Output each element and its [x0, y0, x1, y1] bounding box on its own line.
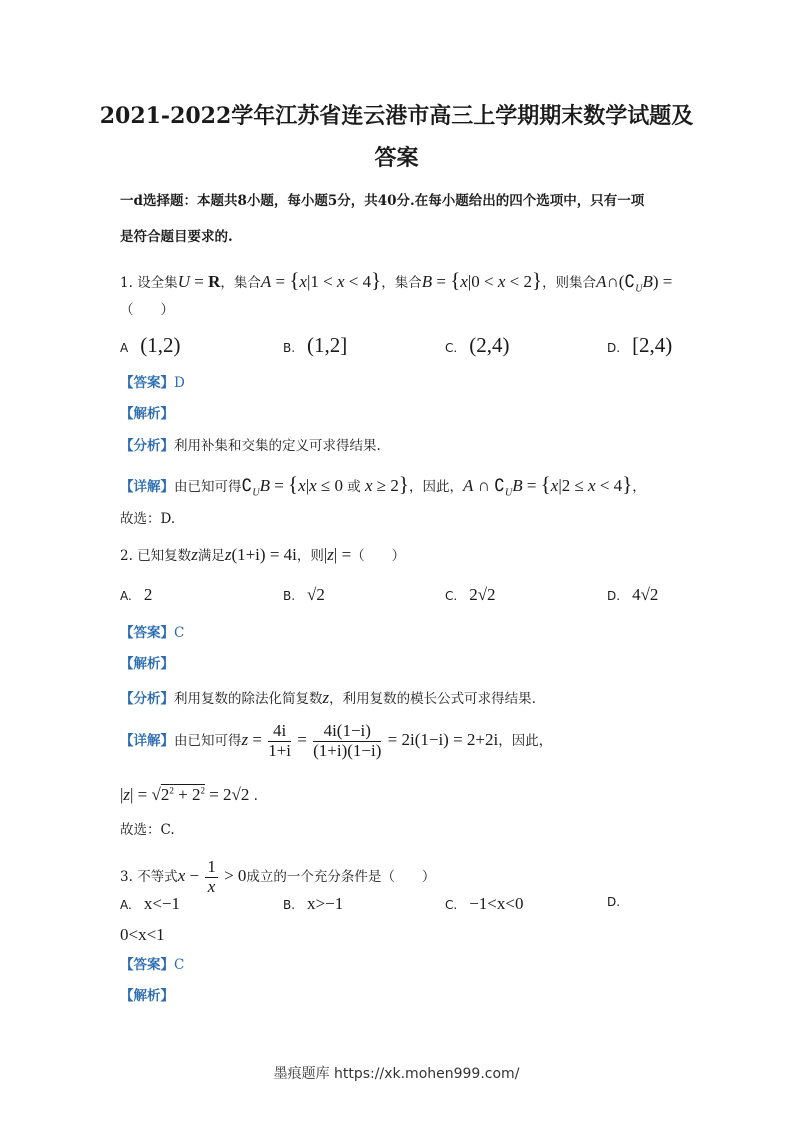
option-a: A. x<−1 — [120, 894, 180, 913]
option-d-label: D. — [607, 895, 621, 909]
analysis-tag: 【解析】 — [120, 406, 174, 422]
question-number: 1. — [120, 275, 133, 291]
option-b: B. (1,2] — [283, 333, 348, 357]
choose-line: 故选：C. — [120, 822, 175, 838]
page-title-continued: 答案 — [374, 145, 419, 171]
option-d: D. 4√2 — [607, 585, 659, 604]
answer-line: 【答案】C — [120, 625, 185, 641]
option-c: C. 2√2 — [445, 585, 496, 604]
option-c: C. −1<x<0 — [445, 894, 524, 913]
option-b: B. √2 — [283, 585, 325, 604]
section-heading-continued: 是符合题目要求的. — [120, 229, 233, 245]
question-1: 1. 设全集U = R，集合A = {x|1 < x < 4}，集合B = {x|0 < x < 2}，则集合$A\cap(∁_UB)$ = — [120, 268, 673, 295]
answer-line: 【答案】C — [120, 957, 185, 973]
modulus-line: $|z| = √2^2 + 2^2 = 2√2$ . — [120, 785, 258, 804]
option-c: C. (2,4) — [445, 333, 510, 357]
page-title: 2021-2022学年江苏省连云港市高三上学期期末数学试题及 — [99, 103, 694, 129]
option-a: A. 2 — [120, 585, 153, 604]
option-d: D. [2,4) — [607, 333, 673, 357]
fenxi-line: 【分析】利用补集和交集的定义可求得结果. — [120, 438, 381, 454]
fenxi-line: 【分析】利用复数的除法化简复数z，利用复数的模长公式可求得结果. — [120, 688, 536, 707]
footer-watermark: 墨痕题库 https://xk.mohen999.com/ — [273, 1066, 520, 1082]
question-number: 3. — [120, 869, 133, 886]
detail-line: 【详解】由已知可得$∁_UB = \{x|x \le 0$ 或 x ≥ 2}，因此，A ∩ $∁_UB = \{x|2 \le x < 4\}$， — [120, 472, 646, 499]
option-d-value: 0<x<1 — [120, 925, 165, 944]
answer-line: 【答案】D — [120, 375, 185, 391]
question-number: 2. — [120, 548, 133, 564]
choose-line: 故选：D. — [120, 511, 176, 527]
analysis-tag: 【解析】 — [120, 656, 174, 672]
detail-line: 【详解】由已知可得z = $\frac{4i}{1+i}$ = $\frac{4i(1-i)}{(1+i)(1-i)}$ = 2i(1−i) = 2+2i，因此， — [120, 721, 553, 760]
question-3: 3. 不等式x − $\frac{1}{x}$ > 0成立的一个充分条件是（ ） — [120, 857, 436, 896]
option-a: A (1,2) — [120, 333, 181, 357]
option-b: B. x>−1 — [283, 894, 344, 913]
question-2: 2. 已知复数z满足z(1+i) = 4i，则|z| =（ ） — [120, 545, 406, 564]
question-paren: （ ） — [120, 302, 174, 318]
analysis-tag: 【解析】 — [120, 988, 174, 1004]
section-heading: 一d选择题：本题共8小题，每小题5分，共40分.在每小题给出的四个选项中，只有一项 — [120, 193, 645, 209]
